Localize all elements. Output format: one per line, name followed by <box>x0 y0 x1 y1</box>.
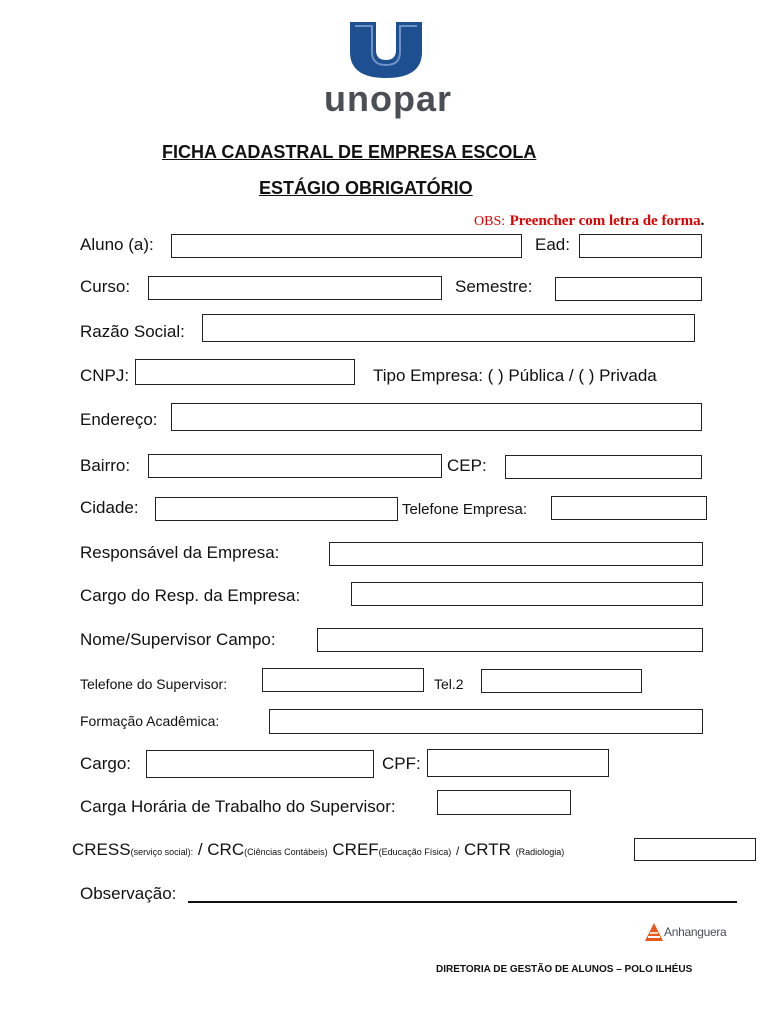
council-label <box>72 840 564 862</box>
anhanguera-logo <box>644 922 726 942</box>
responsavel-field[interactable] <box>329 542 703 566</box>
endereco-label: Endereço: <box>80 410 158 429</box>
bairro-label: Bairro: <box>80 456 131 475</box>
crc-text: / CRC <box>197 840 245 859</box>
ead-label: Ead: <box>535 235 570 254</box>
form-title: FICHA CADASTRAL DE EMPRESA ESCOLA <box>162 142 537 162</box>
semestre-field[interactable] <box>555 277 702 301</box>
cep-label: CEP: <box>447 456 487 475</box>
cpf-field[interactable] <box>427 749 609 777</box>
cress-text: CRESS <box>72 840 131 859</box>
razao-field[interactable] <box>202 314 695 342</box>
obs-prefix: OBS: <box>474 214 506 229</box>
crtr-text: CRTR <box>464 840 511 859</box>
cargo-label: Cargo: <box>80 754 132 773</box>
anhanguera-logo-icon <box>644 922 664 942</box>
tel2-field[interactable] <box>481 669 642 693</box>
cidade-label: Cidade: <box>80 498 139 517</box>
cnpj-label: CNPJ: <box>80 366 130 385</box>
cress-sub: (serviço social): <box>130 847 194 857</box>
obs-dot: . <box>700 213 705 229</box>
unopar-logo <box>346 20 426 80</box>
tel2-label: Tel.2 <box>434 676 464 692</box>
carga-horaria-field[interactable] <box>437 790 571 815</box>
endereco-field[interactable] <box>171 403 702 431</box>
observacao-line[interactable] <box>188 901 737 903</box>
nome-supervisor-label: Nome/Supervisor Campo: <box>80 630 276 649</box>
crtr-separator: / <box>455 844 460 858</box>
cref-sub: (Educação Física) <box>378 847 452 857</box>
curso-label: Curso: <box>80 277 131 296</box>
cargo-resp-label: Cargo do Resp. da Empresa: <box>80 586 301 605</box>
telefone-supervisor-field[interactable] <box>262 668 424 692</box>
form-subtitle: ESTÁGIO OBRIGATÓRIO <box>259 178 473 198</box>
cidade-field[interactable] <box>155 497 398 521</box>
cargo-resp-field[interactable] <box>351 582 703 606</box>
responsavel-label: Responsável da Empresa: <box>80 543 280 562</box>
telefone-empresa-label: Telefone Empresa: <box>402 501 528 518</box>
nome-supervisor-field[interactable] <box>317 628 703 652</box>
aluno-label: Aluno (a): <box>80 235 154 254</box>
cep-field[interactable] <box>505 455 702 479</box>
crc-sub: (Ciências Contábeis) <box>244 847 328 857</box>
anhanguera-wordmark: Anhanguera <box>664 925 727 939</box>
obs-note <box>474 212 704 230</box>
telefone-supervisor-label: Telefone do Supervisor: <box>80 676 228 692</box>
formacao-field[interactable] <box>269 709 703 734</box>
cref-text: CREF <box>332 840 379 859</box>
council-registration-field[interactable] <box>634 838 756 861</box>
tipo-empresa-label: Tipo Empresa: ( ) Pública / ( ) Privada <box>373 366 657 385</box>
carga-horaria-label: Carga Horária de Trabalho do Supervisor: <box>80 797 396 816</box>
curso-field[interactable] <box>148 276 442 300</box>
telefone-empresa-field[interactable] <box>551 496 707 520</box>
logo-wordmark: unopar <box>324 78 452 119</box>
bairro-field[interactable] <box>148 454 442 478</box>
semestre-label: Semestre: <box>455 277 533 296</box>
obs-text: Preencher com letra de forma <box>509 213 701 229</box>
crtr-sub: (Radiologia) <box>515 847 565 857</box>
ead-field[interactable] <box>579 234 702 258</box>
unopar-u-icon <box>346 20 426 80</box>
cpf-label: CPF: <box>382 754 421 773</box>
aluno-field[interactable] <box>171 234 522 258</box>
cargo-field[interactable] <box>146 750 374 778</box>
directorate-footer: DIRETORIA DE GESTÃO DE ALUNOS – POLO ILHÉUS <box>436 964 693 975</box>
observacao-label: Observação: <box>80 884 177 903</box>
razao-label: Razão Social: <box>80 322 185 341</box>
cnpj-field[interactable] <box>135 359 355 385</box>
formacao-label: Formação Acadêmica: <box>80 713 220 729</box>
